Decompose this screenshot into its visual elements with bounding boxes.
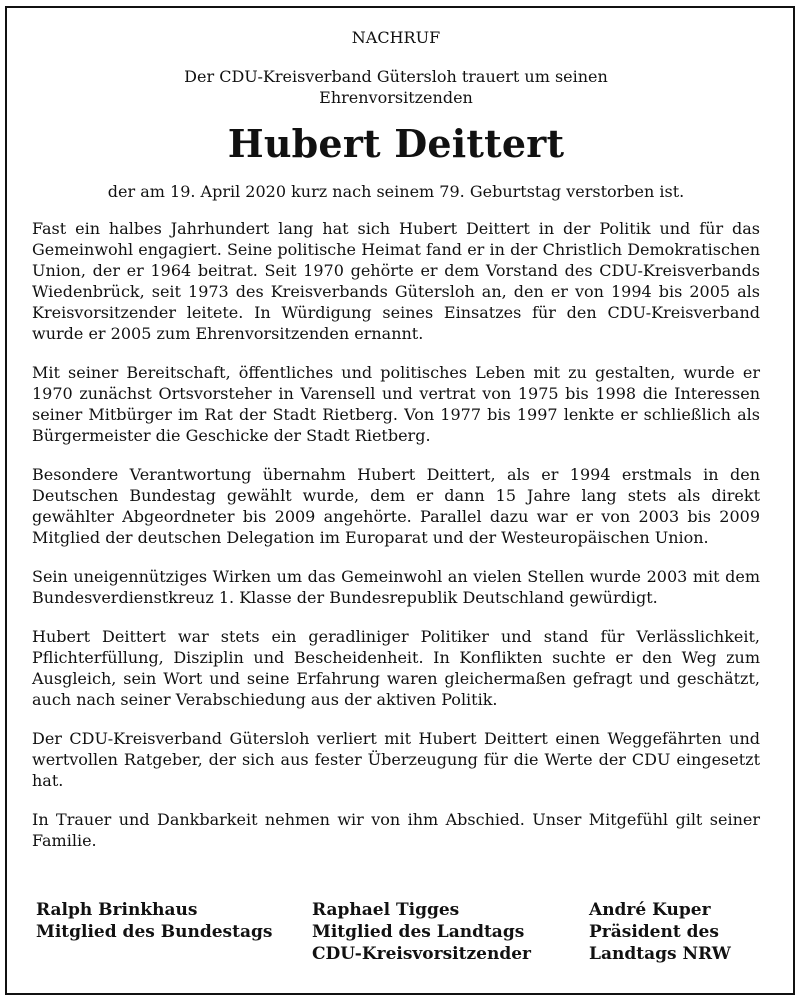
signatory-name: Ralph Brinkhaus <box>36 900 198 920</box>
paragraph-career: Fast ein halbes Jahrhundert lang hat sich Hubert Deittert in der Politik und für das Gemeinwohl engagiert. Seine politische Heimat fand er in der Christlich Demokratischen Union, der er 1964 beitrat. Seit 1970 gehörte er dem Vorstand des CDU-Kreisverbands Wiedenbrück, seit 1973 des Kreisverbands Gütersloh an, den er von 1994 bis 2005 als Kreisvorsitzender leitete. In Würdigung seines Einsatzes für den CDU-Kreisverband wurde er 2005 zum Ehrenvorsitzenden ernannt. <box>32 219 760 343</box>
signatories <box>32 899 760 969</box>
death-line: der am 19. April 2020 kurz nach seinem 79. Geburtstag verstorben ist. <box>107 182 685 201</box>
signatory-name: Raphael Tigges <box>312 900 460 920</box>
signatory-name: André Kuper <box>589 900 711 920</box>
paragraph-local-politics: Mit seiner Bereitschaft, öffentliches und politisches Leben mit zu gestalten, wurde er 1970 zunächst Ortsvorsteher in Varensell und vertrat von 1975 bis 1998 die Interessen seiner Mitbürger im Rat der Stadt Rietberg. Von 1977 bis 1997 lenkte er schließlich als Bürgermeister die Geschicke der Stadt Rietberg. <box>32 363 760 445</box>
signatory <box>36 899 272 943</box>
signatory <box>589 899 731 965</box>
signatory-title: Mitglied des Bundestags <box>36 922 273 942</box>
notice-kicker: NACHRUF <box>351 28 441 47</box>
deceased-name: Hubert Deittert <box>227 121 565 166</box>
obituary-notice <box>32 27 760 964</box>
paragraph-farewell: In Trauer und Dankbarkeit nehmen wir von ihm Abschied. Unser Mitgefühl gilt seiner Familie. <box>32 810 760 850</box>
paragraph-character: Hubert Deittert war stets ein geradliniger Politiker und stand für Verlässlichkeit, Pflichterfüllung, Disziplin und Bescheidenheit. In Konflikten suchte er den Weg zum Ausgleich, sein Wort und seine Erfahrung waren gleichermaßen gefragt und geschätzt, auch nach seiner Verabschiedung aus der aktiven Politik. <box>32 627 760 709</box>
signatory-title: Mitglied des Landtags <box>312 922 525 942</box>
signatory-title: Präsident des <box>589 922 719 942</box>
intro-line-2: Ehrenvorsitzenden <box>319 88 473 107</box>
signatory <box>312 899 531 965</box>
paragraph-award: Sein uneigennütziges Wirken um das Gemeinwohl an vielen Stellen wurde 2003 mit dem Bundesverdienstkreuz 1. Klasse der Bundesrepublik Deutschland gewürdigt. <box>32 567 760 607</box>
signatory-title: CDU-Kreisvorsitzender <box>312 944 531 964</box>
paragraph-bundestag: Besondere Verantwortung übernahm Hubert Deittert, als er 1994 erstmals in den Deutschen Bundestag gewählt wurde, dem er dann 15 Jahre lang stets als direkt gewählter Abgeordneter bis 2009 angehörte. Parallel dazu war er von 2003 bis 2009 Mitglied der deutschen Delegation im Europarat und der Westeuropäischen Union. <box>32 465 760 547</box>
intro-line-1: Der CDU-Kreisverband Gütersloh trauert um seinen <box>184 67 608 86</box>
paragraph-loss: Der CDU-Kreisverband Gütersloh verliert mit Hubert Deittert einen Weggefährten und wertvollen Ratgeber, der sich aus fester Überzeugung für die Werte der CDU eingesetzt hat. <box>32 729 760 790</box>
signatory-title: Landtags NRW <box>589 944 731 964</box>
